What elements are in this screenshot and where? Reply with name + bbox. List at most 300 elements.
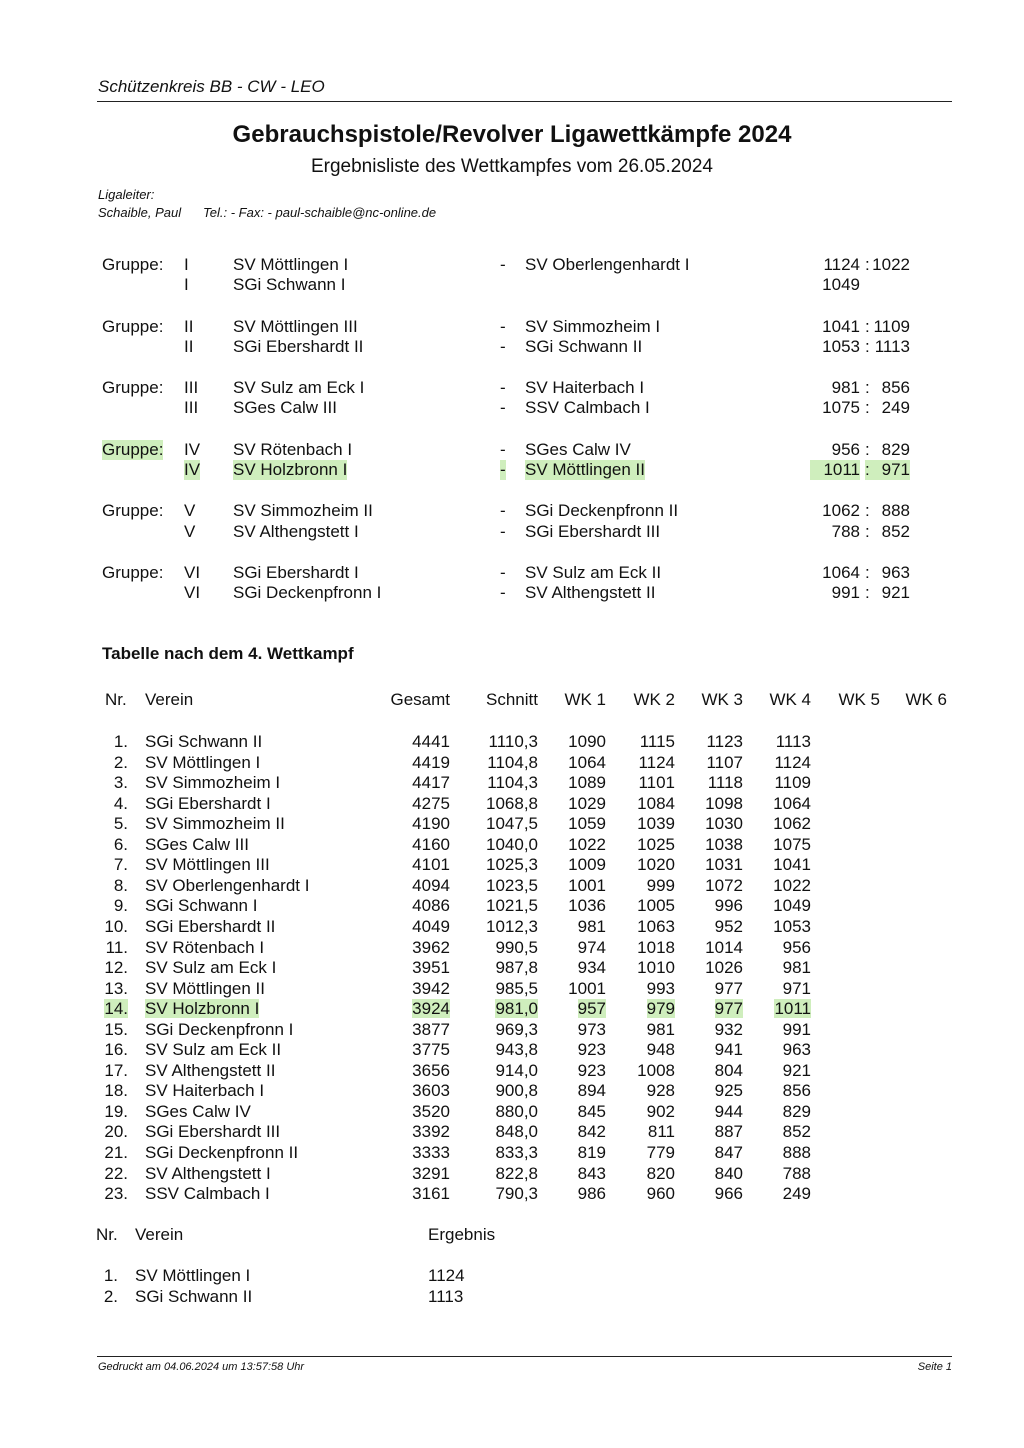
club-cell: SV Althengstett I bbox=[145, 1163, 271, 1183]
match-away: SV Simmozheim I bbox=[525, 317, 661, 336]
match-separator: - bbox=[500, 460, 506, 479]
score-cell: 4190 bbox=[412, 814, 450, 834]
score-cell: 1062 bbox=[773, 814, 811, 834]
score-cell: 1014 bbox=[705, 937, 743, 957]
rank-cell bbox=[90, 999, 128, 1019]
score-cell: 974 bbox=[577, 937, 606, 957]
score-cell: 1064 bbox=[568, 752, 606, 772]
match-score-away: 1113 bbox=[874, 337, 910, 356]
score-cell: 1039 bbox=[637, 814, 675, 834]
score-cell: 928 bbox=[646, 1081, 675, 1101]
score-cell: 4441 bbox=[412, 732, 450, 751]
club-cell: SGi Ebershardt III bbox=[145, 1122, 281, 1142]
highlighted-cell-text: 1011 bbox=[774, 999, 811, 1019]
match-group: III bbox=[184, 398, 199, 417]
score-cell: 1104,8 bbox=[487, 752, 538, 772]
score-cell: 993 bbox=[646, 978, 675, 998]
match-away: SSV Calmbach I bbox=[525, 398, 650, 417]
highlighted-cell-text: 977 bbox=[714, 999, 743, 1019]
score-cell: 934 bbox=[577, 958, 606, 978]
score-cell: 923 bbox=[577, 1040, 606, 1060]
match-group: I bbox=[184, 275, 189, 294]
score-cell: 779 bbox=[646, 1143, 675, 1162]
rank-cell: 12. bbox=[104, 958, 128, 978]
score-cell: 985,5 bbox=[495, 978, 538, 998]
score-cell: 1001 bbox=[568, 875, 606, 895]
club-cell: SGi Schwann II bbox=[145, 732, 263, 751]
match-score-colon: : bbox=[865, 522, 870, 541]
match-separator: - bbox=[500, 522, 506, 541]
score-cell: 4275 bbox=[412, 793, 450, 813]
score-cell: 4094 bbox=[412, 875, 450, 895]
rank-cell: 3. bbox=[113, 773, 128, 793]
score-cell: 788 bbox=[782, 1163, 811, 1183]
score-cell: 880,0 bbox=[495, 1101, 538, 1121]
rank-cell: 23. bbox=[104, 1184, 128, 1204]
score-cell: 1022 bbox=[568, 834, 606, 854]
rank-cell: 18. bbox=[104, 1081, 128, 1101]
match-score-home: 1124 bbox=[823, 255, 860, 274]
header-rule bbox=[97, 101, 952, 102]
column-header: WK 6 bbox=[905, 690, 947, 709]
score-cell: 1115 bbox=[639, 732, 675, 751]
match-home: SV Holzbronn I bbox=[233, 460, 348, 479]
score-cell: 888 bbox=[782, 1143, 811, 1162]
club-cell: SGi Ebershardt II bbox=[145, 916, 276, 936]
score-cell: 1038 bbox=[705, 834, 743, 854]
match-score-home: 1062 bbox=[822, 501, 860, 520]
score-cell: 1084 bbox=[637, 793, 675, 813]
match-away: SV Haiterbach I bbox=[525, 378, 645, 397]
score-cell: 1021,5 bbox=[486, 896, 538, 916]
score-cell: 1005 bbox=[637, 896, 675, 916]
score-cell: 923 bbox=[577, 1060, 606, 1080]
club-cell: SV Althengstett II bbox=[145, 1060, 276, 1080]
match-away: SGi Deckenpfronn II bbox=[525, 501, 679, 520]
score-cell: 856 bbox=[782, 1081, 811, 1101]
score-cell bbox=[458, 999, 538, 1019]
match-score-home: 1049 bbox=[822, 275, 860, 294]
score-cell: 952 bbox=[714, 916, 743, 936]
score-cell: 829 bbox=[782, 1101, 811, 1121]
score-cell bbox=[370, 999, 450, 1019]
score-cell: 1036 bbox=[568, 896, 606, 916]
club-cell: SV Möttlingen I bbox=[135, 1266, 251, 1285]
column-header: Nr. bbox=[105, 690, 127, 709]
score-cell: 848,0 bbox=[495, 1122, 538, 1142]
column-header: WK 3 bbox=[701, 690, 743, 709]
score-cell: 852 bbox=[782, 1122, 811, 1142]
match-separator: - bbox=[500, 255, 506, 274]
score-cell: 1113 bbox=[775, 732, 811, 751]
score-cell: 1029 bbox=[568, 793, 606, 813]
score-cell: 1026 bbox=[705, 958, 743, 978]
column-header: WK 4 bbox=[769, 690, 811, 709]
match-score-home: 1075 bbox=[822, 398, 860, 417]
match-score-away: 921 bbox=[881, 583, 910, 602]
group-label: Gruppe: bbox=[102, 563, 164, 582]
club-cell: SV Sulz am Eck II bbox=[145, 1040, 282, 1060]
match-score-away: 1109 bbox=[873, 317, 910, 336]
footer-rule bbox=[97, 1356, 952, 1357]
score-cell: 1110,3 bbox=[488, 732, 538, 751]
column-header: Nr. bbox=[96, 1225, 118, 1244]
match-separator: - bbox=[500, 317, 506, 336]
score-cell: 1124 bbox=[774, 752, 811, 772]
match-score-away: 1022 bbox=[872, 255, 910, 274]
match-home: SV Sulz am Eck I bbox=[233, 378, 365, 397]
score-cell: 1041 bbox=[773, 855, 811, 875]
match-score-away: 829 bbox=[881, 440, 910, 459]
ligaleiter-name: Schaible, Paul bbox=[98, 205, 182, 220]
match-away: SV Oberlengenhardt I bbox=[525, 255, 690, 274]
score-cell: 963 bbox=[782, 1040, 811, 1060]
match-away: SGi Ebershardt III bbox=[525, 522, 661, 541]
club-cell: SV Möttlingen II bbox=[145, 978, 266, 998]
match-group: I bbox=[184, 255, 189, 274]
match-separator: - bbox=[500, 378, 506, 397]
score-cell: 1012,3 bbox=[486, 916, 538, 936]
score-cell: 842 bbox=[577, 1122, 606, 1142]
score-cell: 1124 bbox=[428, 1266, 465, 1285]
score-cell: 966 bbox=[714, 1184, 743, 1204]
column-header: Verein bbox=[135, 1225, 184, 1244]
score-cell: 3877 bbox=[412, 1019, 450, 1039]
score-cell: 3775 bbox=[412, 1040, 450, 1060]
score-cell: 999 bbox=[646, 875, 675, 895]
match-score-home: 1041 bbox=[822, 317, 860, 336]
rank-cell: 2. bbox=[113, 752, 128, 772]
score-cell: 1072 bbox=[705, 875, 743, 895]
club-cell: SV Möttlingen I bbox=[145, 752, 261, 772]
score-cell: 1053 bbox=[773, 916, 811, 936]
match-home: SGes Calw III bbox=[233, 398, 337, 417]
score-cell: 1068,8 bbox=[486, 793, 538, 813]
match-home: SV Simmozheim II bbox=[233, 501, 373, 520]
score-cell: 847 bbox=[714, 1143, 743, 1162]
score-cell: 1109 bbox=[774, 773, 811, 793]
score-cell: 973 bbox=[577, 1019, 606, 1039]
score-cell: 4049 bbox=[412, 916, 450, 936]
score-cell: 948 bbox=[646, 1040, 675, 1060]
match-home: SGi Ebershardt II bbox=[233, 337, 364, 356]
rank-cell: 2. bbox=[103, 1286, 118, 1306]
match-score-colon: : bbox=[865, 317, 870, 336]
match-score-home: 956 bbox=[831, 440, 860, 459]
match-score-colon: : bbox=[865, 398, 870, 417]
score-cell: 1089 bbox=[568, 773, 606, 793]
column-header: WK 1 bbox=[564, 690, 606, 709]
score-cell: 1124 bbox=[638, 752, 675, 772]
club-cell: SGi Ebershardt I bbox=[145, 793, 271, 813]
score-cell: 991 bbox=[782, 1019, 811, 1039]
group-label: Gruppe: bbox=[102, 378, 164, 397]
score-cell: 1023,5 bbox=[486, 875, 538, 895]
match-separator: - bbox=[500, 398, 506, 417]
match-separator: - bbox=[500, 337, 506, 356]
match-score-colon: : bbox=[865, 460, 870, 479]
score-cell: 3603 bbox=[412, 1081, 450, 1101]
club-cell: SGes Calw IV bbox=[145, 1101, 251, 1121]
club-cell: SV Sulz am Eck I bbox=[145, 958, 277, 978]
score-cell: 845 bbox=[577, 1101, 606, 1121]
score-cell: 1009 bbox=[568, 855, 606, 875]
column-header: WK 2 bbox=[633, 690, 675, 709]
score-cell: 960 bbox=[646, 1184, 675, 1204]
match-score-away: 888 bbox=[881, 501, 910, 520]
score-cell: 840 bbox=[714, 1163, 743, 1183]
match-separator: - bbox=[500, 440, 506, 459]
score-cell: 969,3 bbox=[495, 1019, 538, 1039]
score-cell: 1025,3 bbox=[486, 855, 538, 875]
score-cell: 986 bbox=[577, 1184, 606, 1204]
column-header: Gesamt bbox=[390, 690, 450, 709]
score-cell bbox=[605, 999, 675, 1019]
club-cell: SGi Schwann I bbox=[145, 896, 258, 916]
score-cell: 1059 bbox=[568, 814, 606, 834]
column-header: WK 5 bbox=[838, 690, 880, 709]
group-label: Gruppe: bbox=[102, 501, 164, 520]
score-cell: 1104,3 bbox=[487, 773, 538, 793]
highlighted-cell-text: 14. bbox=[104, 999, 128, 1019]
match-separator: - bbox=[500, 501, 506, 520]
score-cell: 902 bbox=[646, 1101, 675, 1121]
score-cell: 1101 bbox=[638, 773, 675, 793]
ligaleiter-label: Ligaleiter: bbox=[98, 187, 155, 202]
score-cell: 971 bbox=[782, 978, 811, 998]
score-cell: 1022 bbox=[773, 875, 811, 895]
club-cell: SGi Schwann II bbox=[135, 1286, 253, 1306]
score-cell: 820 bbox=[646, 1163, 675, 1183]
rank-cell: 17. bbox=[104, 1060, 128, 1080]
rank-cell: 21. bbox=[104, 1143, 128, 1162]
score-cell: 887 bbox=[714, 1122, 743, 1142]
club-cell: SV Simmozheim I bbox=[145, 773, 281, 793]
match-group: II bbox=[184, 317, 194, 336]
match-score-home: 991 bbox=[831, 583, 860, 602]
score-cell: 1010 bbox=[637, 958, 675, 978]
match-home: SGi Schwann I bbox=[233, 275, 346, 294]
score-cell: 944 bbox=[714, 1101, 743, 1121]
printed-date: Gedruckt am 04.06.2024 um 13:57:58 Uhr bbox=[98, 1361, 305, 1373]
highlighted-cell-text: SV Holzbronn I bbox=[145, 999, 260, 1019]
score-cell bbox=[536, 999, 606, 1019]
match-group: III bbox=[184, 378, 199, 397]
match-away: SGi Schwann II bbox=[525, 337, 643, 356]
score-cell: 941 bbox=[714, 1040, 743, 1060]
match-score-colon: : bbox=[865, 563, 870, 582]
rank-cell: 7. bbox=[113, 855, 128, 875]
club-cell: SV Rötenbach I bbox=[145, 937, 265, 957]
score-cell: 977 bbox=[714, 978, 743, 998]
score-cell: 1118 bbox=[707, 773, 743, 793]
score-cell: 3291 bbox=[412, 1163, 450, 1183]
match-away: SGes Calw IV bbox=[525, 440, 631, 459]
match-score-colon: : bbox=[865, 583, 870, 602]
score-cell: 843 bbox=[577, 1163, 606, 1183]
rank-cell: 1. bbox=[113, 732, 128, 751]
club-cell: SSV Calmbach I bbox=[145, 1184, 270, 1204]
rank-cell: 6. bbox=[113, 834, 128, 854]
score-cell: 1075 bbox=[773, 834, 811, 854]
score-cell: 1030 bbox=[705, 814, 743, 834]
match-score-home: 788 bbox=[831, 522, 860, 541]
match-score-away: 249 bbox=[881, 398, 910, 417]
rank-cell: 13. bbox=[104, 978, 128, 998]
rank-cell: 5. bbox=[113, 814, 128, 834]
rank-cell: 22. bbox=[104, 1163, 128, 1183]
highlighted-cell-text: 979 bbox=[646, 999, 675, 1019]
score-cell: 3942 bbox=[412, 978, 450, 998]
score-cell: 3161 bbox=[412, 1184, 450, 1204]
page-subtitle: Ergebnisliste des Wettkampfes vom 26.05.2024 bbox=[310, 156, 714, 177]
match-score-home: 1011 bbox=[810, 460, 860, 480]
ligaleiter-contact: Tel.: - Fax: - paul-schaible@nc-online.de bbox=[203, 205, 437, 220]
score-cell: 4086 bbox=[412, 896, 450, 916]
match-separator: - bbox=[500, 583, 506, 602]
match-group: V bbox=[184, 501, 196, 520]
score-cell bbox=[673, 999, 743, 1019]
club-cell: SGi Deckenpfronn I bbox=[145, 1019, 294, 1039]
score-cell: 790,3 bbox=[495, 1184, 538, 1204]
match-home: SGi Deckenpfronn I bbox=[233, 583, 382, 602]
score-cell: 1049 bbox=[773, 896, 811, 916]
score-cell: 1008 bbox=[637, 1060, 675, 1080]
column-header: Ergebnis bbox=[428, 1225, 496, 1244]
score-cell: 4160 bbox=[412, 834, 450, 854]
score-cell: 1001 bbox=[568, 978, 606, 998]
score-cell: 819 bbox=[577, 1143, 606, 1162]
match-score-away: 852 bbox=[881, 522, 910, 541]
rank-cell: 15. bbox=[104, 1019, 128, 1039]
score-cell: 822,8 bbox=[495, 1163, 538, 1183]
page-title: Gebrauchspistole/Revolver Ligawettkämpfe 2024 bbox=[232, 121, 792, 148]
score-cell: 1047,5 bbox=[486, 814, 538, 834]
match-score-colon: : bbox=[865, 501, 870, 520]
score-cell: 1098 bbox=[705, 793, 743, 813]
score-cell: 3951 bbox=[412, 958, 450, 978]
highlighted-cell-text: 957 bbox=[577, 999, 606, 1019]
highlighted-cell-text: 981,0 bbox=[495, 999, 538, 1019]
score-cell: 1020 bbox=[637, 855, 675, 875]
score-cell bbox=[741, 999, 811, 1019]
score-cell: 1018 bbox=[637, 937, 675, 957]
match-group: IV bbox=[184, 440, 201, 459]
score-cell: 811 bbox=[647, 1122, 675, 1142]
rank-cell: 19. bbox=[104, 1101, 128, 1121]
match-away: SV Althengstett II bbox=[525, 583, 656, 602]
match-score-home: 1064 bbox=[822, 563, 860, 582]
match-score-away: 963 bbox=[881, 563, 910, 582]
match-home: SV Althengstett I bbox=[233, 522, 359, 541]
match-score-colon: : bbox=[865, 440, 870, 459]
rank-cell: 10. bbox=[104, 916, 128, 936]
match-score-colon: : bbox=[865, 255, 870, 274]
group-label: Gruppe: bbox=[102, 317, 164, 336]
score-cell: 932 bbox=[714, 1019, 743, 1039]
match-score-colon: : bbox=[865, 337, 870, 356]
score-cell: 981 bbox=[782, 958, 811, 978]
club-cell: SV Simmozheim II bbox=[145, 814, 285, 834]
score-cell: 921 bbox=[782, 1060, 811, 1080]
score-cell: 3333 bbox=[412, 1143, 450, 1162]
score-cell: 4419 bbox=[412, 752, 450, 772]
match-away: SV Sulz am Eck II bbox=[525, 563, 662, 582]
match-home: SV Möttlingen III bbox=[233, 317, 358, 336]
score-cell: 1040,0 bbox=[486, 834, 538, 854]
score-cell: 987,8 bbox=[495, 958, 538, 978]
highlighted-cell-text: 3924 bbox=[412, 999, 450, 1019]
match-score-home: 1053 bbox=[822, 337, 860, 356]
score-cell: 996 bbox=[714, 896, 743, 916]
rank-cell: 1. bbox=[103, 1266, 118, 1285]
score-cell: 981 bbox=[577, 916, 606, 936]
score-cell: 943,8 bbox=[495, 1040, 538, 1060]
org-header: Schützenkreis BB - CW - LEO bbox=[98, 77, 325, 96]
score-cell: 833,3 bbox=[495, 1143, 538, 1162]
match-group: II bbox=[184, 337, 194, 356]
score-cell: 4417 bbox=[412, 773, 450, 793]
score-cell: 1107 bbox=[706, 752, 743, 772]
match-group: V bbox=[184, 522, 196, 541]
score-cell: 1064 bbox=[773, 793, 811, 813]
club-cell: SGi Deckenpfronn II bbox=[145, 1143, 299, 1162]
score-cell: 914,0 bbox=[495, 1060, 538, 1080]
match-score-away: 971 bbox=[870, 460, 910, 480]
rank-cell: 8. bbox=[113, 875, 128, 895]
match-score-colon: : bbox=[865, 378, 870, 397]
score-cell: 956 bbox=[782, 937, 811, 957]
club-cell bbox=[145, 999, 259, 1019]
rank-cell: 16. bbox=[104, 1040, 128, 1060]
match-group: VI bbox=[184, 583, 201, 602]
score-cell: 3520 bbox=[412, 1101, 450, 1121]
match-separator: - bbox=[500, 563, 506, 582]
column-header: Schnitt bbox=[486, 690, 538, 709]
score-cell: 1063 bbox=[637, 916, 675, 936]
rank-cell: 20. bbox=[104, 1122, 128, 1142]
score-cell: 1113 bbox=[428, 1286, 464, 1306]
match-home: SV Möttlingen I bbox=[233, 255, 349, 274]
match-group: VI bbox=[184, 563, 201, 582]
score-cell: 1090 bbox=[568, 732, 606, 751]
rank-cell: 4. bbox=[113, 793, 128, 813]
score-cell: 894 bbox=[577, 1081, 606, 1101]
group-label: Gruppe: bbox=[102, 440, 164, 459]
match-home: SV Rötenbach I bbox=[233, 440, 353, 459]
club-cell: SGes Calw III bbox=[145, 834, 249, 854]
club-cell: SV Möttlingen III bbox=[145, 855, 270, 875]
match-home: SGi Ebershardt I bbox=[233, 563, 359, 582]
club-cell: SV Haiterbach I bbox=[145, 1081, 265, 1101]
score-cell: 804 bbox=[714, 1060, 743, 1080]
club-cell: SV Oberlengenhardt I bbox=[145, 875, 310, 895]
score-cell: 1031 bbox=[705, 855, 743, 875]
rank-cell: 9. bbox=[113, 896, 128, 916]
score-cell: 990,5 bbox=[495, 937, 538, 957]
score-cell: 981 bbox=[646, 1019, 675, 1039]
match-score-home: 981 bbox=[831, 378, 860, 397]
score-cell: 1123 bbox=[706, 732, 743, 751]
score-cell: 925 bbox=[714, 1081, 743, 1101]
table-heading: Tabelle nach dem 4. Wettkampf bbox=[102, 644, 354, 663]
score-cell: 3656 bbox=[412, 1060, 450, 1080]
score-cell: 900,8 bbox=[495, 1081, 538, 1101]
score-cell: 3962 bbox=[412, 937, 450, 957]
score-cell: 3392 bbox=[412, 1122, 450, 1142]
score-cell: 4101 bbox=[412, 855, 450, 875]
match-group: IV bbox=[184, 460, 201, 479]
